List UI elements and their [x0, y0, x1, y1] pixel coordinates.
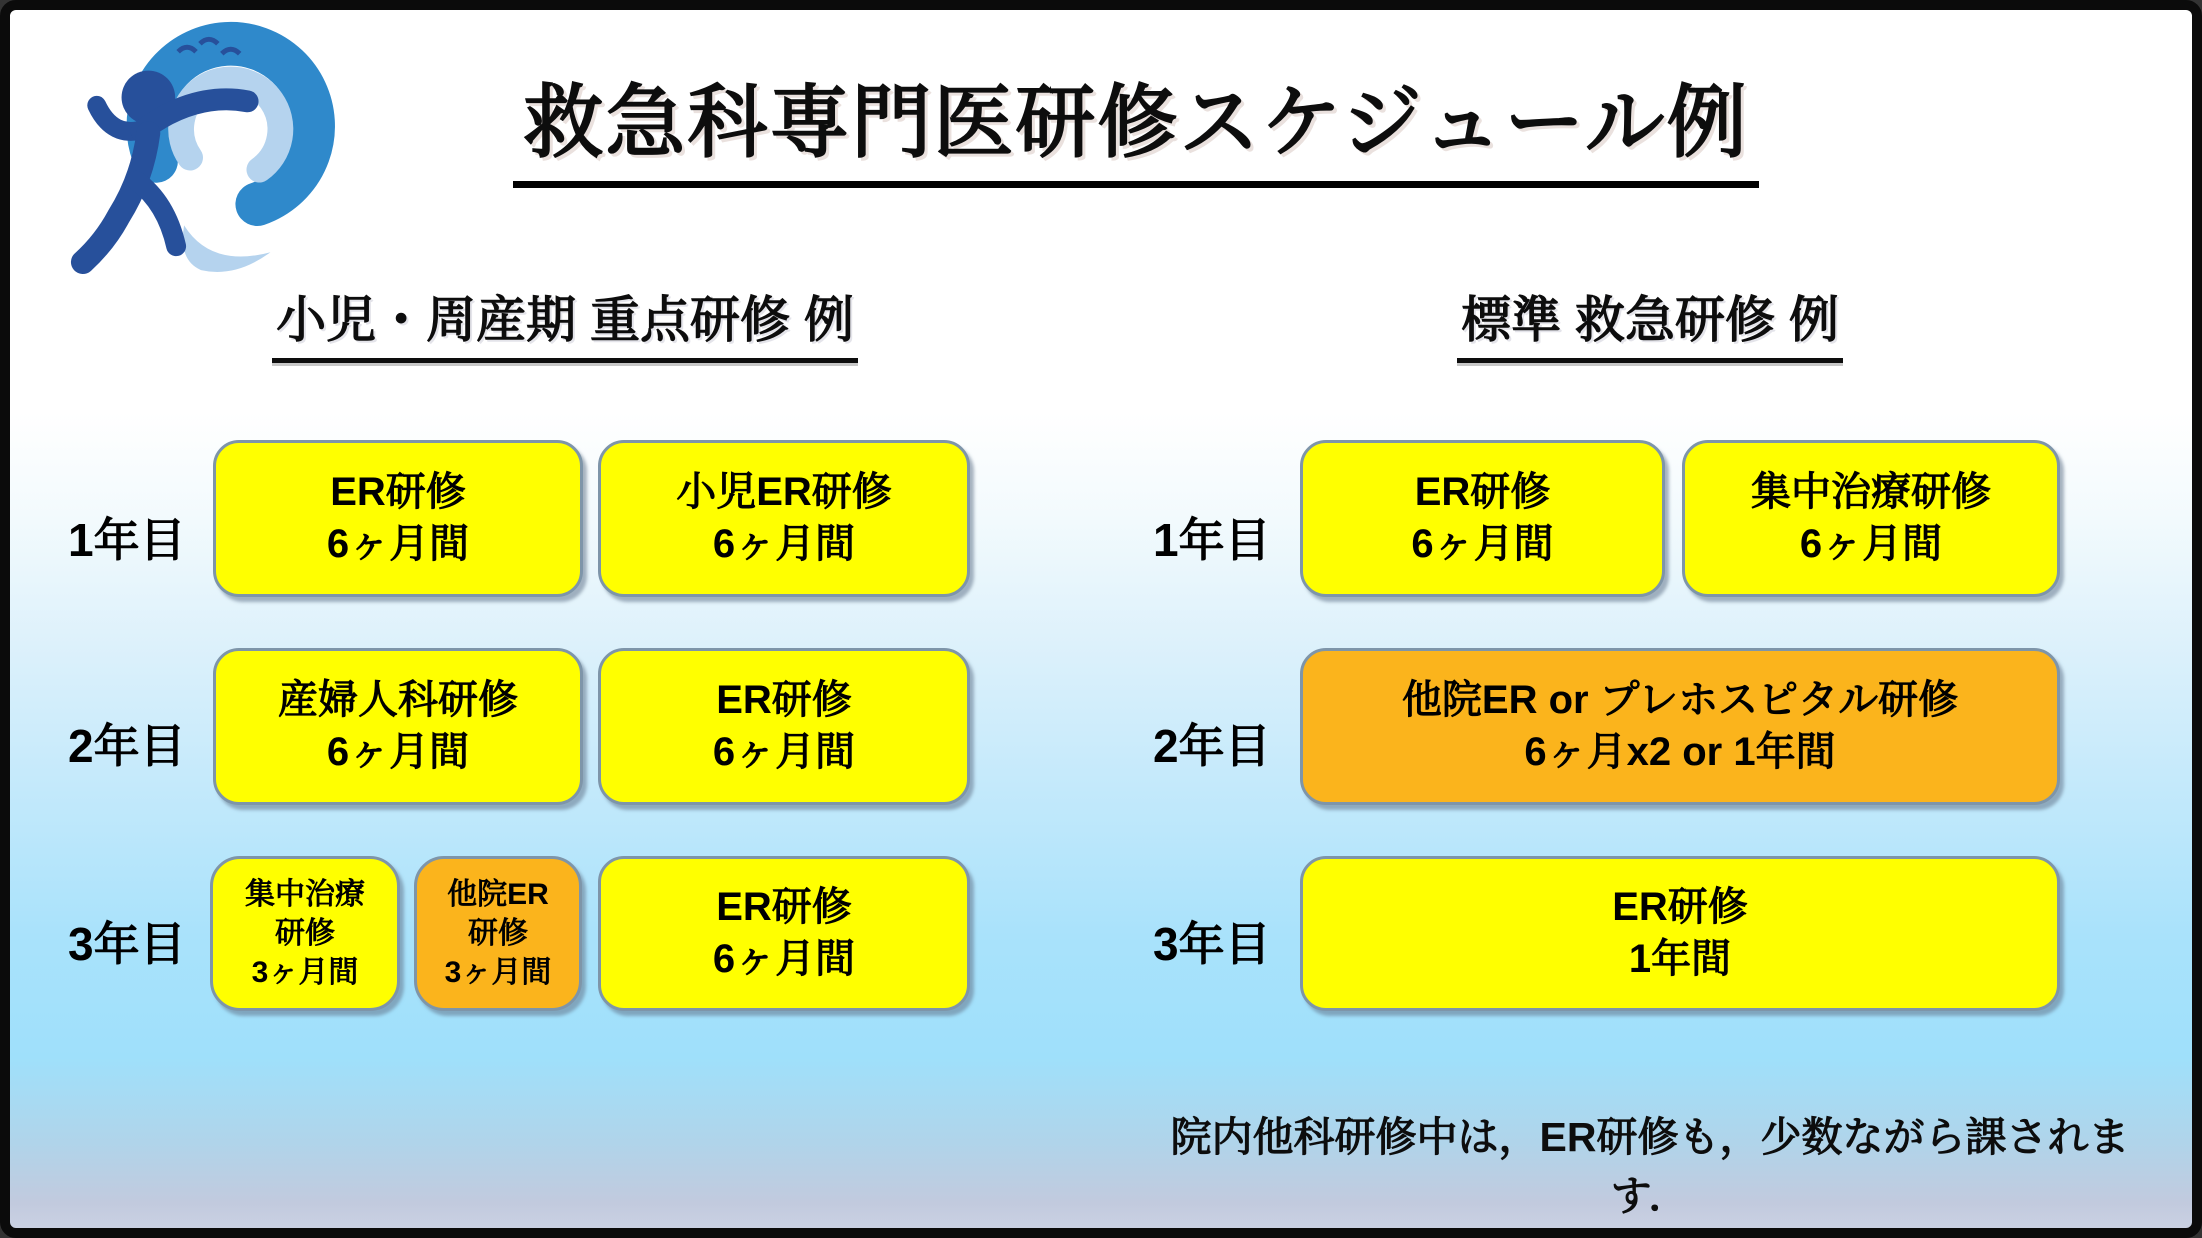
right-section-header-text: 標準 救急研修 例: [1457, 280, 1843, 363]
box-line: 他院ER: [447, 878, 549, 911]
box-line: 6ヶ月間: [326, 521, 470, 566]
box-line: 6ヶ月x2 or 1年間: [1524, 729, 1836, 774]
training-box-obgyn: [213, 648, 583, 805]
training-box-icu-3mo: [210, 856, 400, 1011]
training-box-er-6mo-y3: [598, 856, 970, 1011]
box-line: 小児ER研修: [676, 470, 892, 515]
box-line: 集中治療: [245, 878, 365, 911]
box-line: 6ヶ月間: [712, 936, 856, 981]
right-year1-label: 1年目: [1153, 514, 1271, 566]
left-section-header-text: 小児・周産期 重点研修 例: [272, 280, 858, 363]
box-line: 6ヶ月間: [712, 729, 856, 774]
box-line: 産婦人科研修: [278, 678, 518, 723]
training-box-er-6mo-right: [1300, 440, 1665, 597]
box-line: ER研修: [716, 678, 852, 723]
box-line: 他院ER or プレホスピタル研修: [1401, 678, 1959, 723]
box-line: ER研修: [1612, 885, 1748, 930]
training-box-er-6mo: [213, 440, 583, 597]
training-box-er-1yr: [1300, 856, 2060, 1011]
left-year3-label: 3年目: [68, 918, 186, 970]
training-box-er-6mo-y2: [598, 648, 970, 805]
right-year3-label: 3年目: [1153, 918, 1271, 970]
box-line: 研修: [275, 917, 335, 950]
footnote-text: 院内他科研修中は，ER研修も，少数ながら課されます．: [1150, 1104, 2150, 1232]
box-line: 6ヶ月間: [1411, 521, 1554, 566]
box-line: 6ヶ月間: [326, 729, 470, 774]
training-box-pediatric-er: [598, 440, 970, 597]
page-title: 救急科専門医研修スケジュール例: [513, 58, 1758, 188]
training-box-icu-6mo-right: [1682, 440, 2060, 597]
wave-tail-icon: [183, 225, 271, 272]
box-line: 1年間: [1628, 936, 1732, 981]
right-section-header: [1240, 280, 2060, 363]
page-title-wrap: [80, 58, 2192, 188]
box-line: 研修: [468, 917, 528, 950]
training-box-prehospital: [1300, 648, 2060, 805]
box-line: 6ヶ月間: [712, 521, 856, 566]
box-line: 6ヶ月間: [1799, 521, 1943, 566]
box-line: ER研修: [1414, 470, 1551, 515]
box-line: ER研修: [716, 885, 852, 930]
left-year2-label: 2年目: [68, 720, 186, 772]
left-year1-label: 1年目: [68, 514, 186, 566]
left-section-header: [160, 280, 970, 363]
box-line: 3ヶ月間: [251, 956, 359, 989]
box-line: 集中治療研修: [1751, 470, 1991, 515]
box-line: ER研修: [330, 470, 466, 515]
right-year2-label: 2年目: [1153, 720, 1271, 772]
training-box-other-hospital-er-3mo: [414, 856, 582, 1011]
footnote: [1150, 1104, 2150, 1232]
box-line: 3ヶ月間: [444, 956, 552, 989]
